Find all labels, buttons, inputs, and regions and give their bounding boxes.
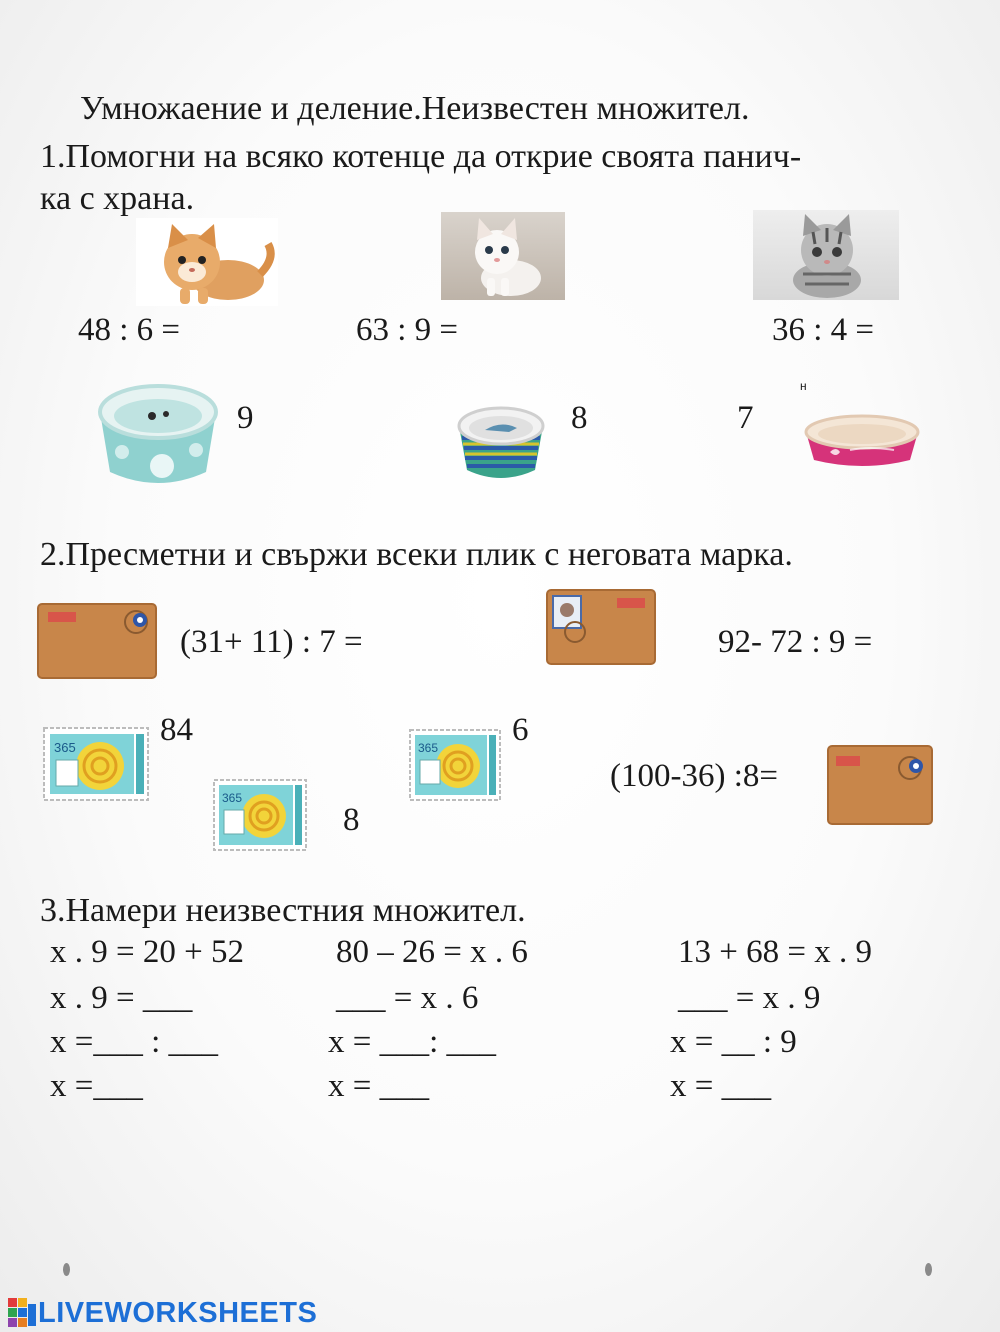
logo-text: LIVEWORKSHEETS — [38, 1296, 318, 1329]
page-dot-left — [63, 1263, 70, 1276]
envelope-image-1[interactable] — [36, 600, 158, 680]
bowl-teal-image[interactable] — [92, 376, 224, 490]
task3-col2-line1: 80 – 26 = x . 6 — [336, 934, 528, 970]
task3-col2-line2[interactable]: ___ = x . 6 — [336, 980, 479, 1016]
task2-expression-2: 92- 72 : 9 = — [718, 624, 873, 660]
bowl-number-2: 8 — [571, 400, 588, 436]
liveworksheets-logo[interactable] — [8, 1296, 317, 1330]
stamp-number-3: 8 — [343, 802, 360, 838]
task3-col3-line2[interactable]: ___ = x . 9 — [678, 980, 821, 1016]
logo-icon — [8, 1298, 38, 1328]
bowl-striped-image[interactable] — [455, 398, 547, 482]
task3-col1-line2[interactable]: x . 9 = ___ — [50, 980, 193, 1016]
bowl-mark: н — [800, 379, 807, 393]
kitten-tabby-image — [753, 210, 899, 300]
envelope-image-2[interactable] — [545, 588, 657, 666]
stamp-image-1[interactable] — [42, 726, 150, 802]
bowl-number-3: 7 — [737, 400, 754, 436]
kitten-white-image — [441, 212, 565, 300]
stamp-label: 365 — [222, 791, 243, 805]
task3-col2-line3[interactable]: x = ___: ___ — [328, 1024, 497, 1060]
task3-col2-line4[interactable]: x = ___ — [328, 1068, 430, 1104]
page-dot-right — [925, 1263, 932, 1276]
task3-col3-line3[interactable]: x = __ : 9 — [670, 1024, 797, 1060]
task2-heading: 2.Пресметни и свържи всеки плик с неговата марка. — [40, 536, 793, 573]
kitten-orange-image — [136, 218, 278, 306]
bowl-pink-image[interactable] — [800, 378, 924, 468]
bowl-number-1: 9 — [237, 400, 254, 436]
task3-col1-line1: x . 9 = 20 + 52 — [50, 934, 244, 970]
task3-col3-line1: 13 + 68 = x . 9 — [678, 934, 872, 970]
task3-col3-line4[interactable]: x = ___ — [670, 1068, 772, 1104]
task1-expression-2: 63 : 9 = — [356, 312, 459, 348]
task3-heading: 3.Намери неизвестния множител. — [40, 892, 526, 929]
stamp-image-2[interactable] — [408, 728, 502, 802]
task2-expression-3: (100-36) :8= — [610, 758, 778, 794]
worksheet-title: Умножаение и деление.Неизвестен множител. — [80, 90, 750, 127]
envelope-image-3[interactable] — [826, 744, 934, 826]
stamp-number-2: 6 — [512, 712, 529, 748]
task1-heading-line2: ка с храна. — [40, 180, 195, 217]
task1-heading-line1: 1.Помогни на всяко котенце да открие своята панич- — [40, 138, 802, 175]
stamp-label: 365 — [418, 741, 439, 755]
stamp-label: 365 — [54, 740, 76, 755]
task3-col1-line4[interactable]: x =___ — [50, 1068, 143, 1104]
task2-expression-1: (31+ 11) : 7 = — [180, 624, 363, 660]
task1-expression-1: 48 : 6 = — [78, 312, 181, 348]
task1-expression-3: 36 : 4 = — [772, 312, 875, 348]
stamp-number-1: 84 — [160, 712, 193, 748]
stamp-image-3[interactable] — [212, 778, 308, 852]
task3-col1-line3[interactable]: x =___ : ___ — [50, 1024, 219, 1060]
